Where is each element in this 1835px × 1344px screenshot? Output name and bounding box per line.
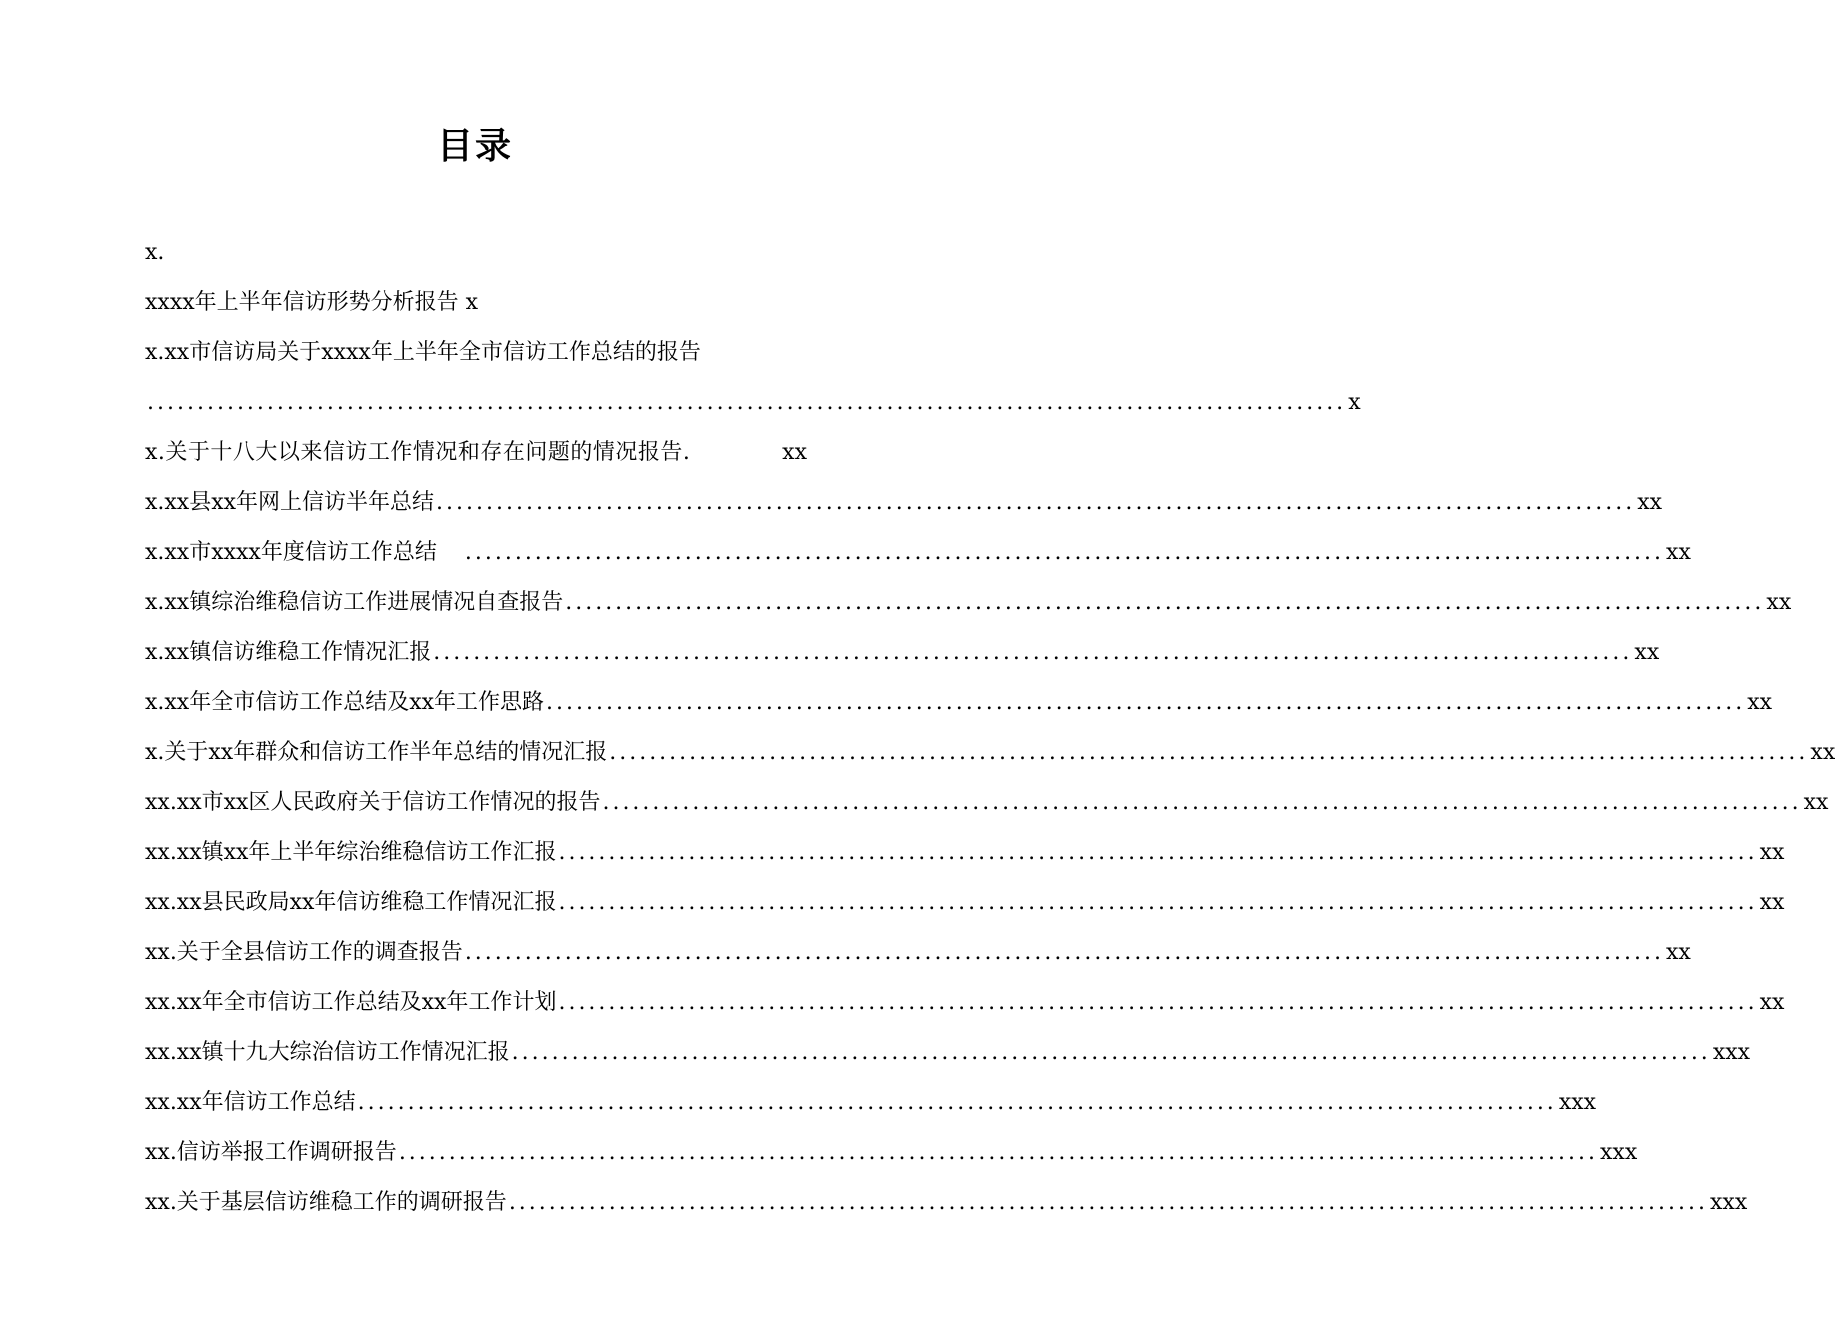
toc-page-number: xx [1634,640,1660,665]
toc-entry-text: xx.信访举报工作调研报告 [145,1140,397,1165]
toc-entry-text: xx.关于全县信访工作的调查报告 [145,940,463,965]
toc-entry [145,730,1835,780]
toc-entry [145,1130,1638,1180]
toc-entry-text: x.xx市xxxx年度信访工作总结 [145,540,437,565]
toc-entry-text: x.关于十八大以来信访工作情况和存在问题的情况报告. [145,440,691,465]
toc-entry-text: xx.xx镇十九大综治信访工作情况汇报 [145,1040,510,1065]
toc-entry [145,480,1663,530]
toc-entry [145,580,1792,630]
toc-entry [145,530,1691,580]
toc-leader-dots: ........................................................................................................................ [398,1140,1598,1165]
toc-leader-dots: ........................................................................................................................ [464,540,1665,565]
toc-entry [145,880,1785,930]
toc-leader-dots: ........................................................................................................................ [602,790,1802,815]
toc-entry-text: xx.xx年信访工作总结 [145,1090,356,1115]
toc-entry [145,330,807,380]
toc-entry-text: x.xx镇综治维稳信访工作进展情况自查报告 [145,590,564,615]
toc-leader-dots: ........................................................................................................................ [558,990,1758,1015]
toc-entry-text: x.xx镇信访维稳工作情况汇报 [145,640,432,665]
toc-page-number: xxx [1712,1040,1751,1065]
toc-entry [145,1030,1751,1080]
toc-leader-dots: ........................................................................................................................ [558,840,1758,865]
toc-page-number: xx [1759,890,1785,915]
toc-page-number: xxx [1710,1190,1748,1215]
toc-entry-text: xxxx年上半年信访形势分析报告 x [145,290,479,315]
toc-entry [145,1180,1748,1230]
toc-entry-text: xx.xx县民政局xx年信访维稳工作情况汇报 [145,890,557,915]
toc-page-number: xx [1766,590,1792,615]
toc-page-number: xxx [1600,1140,1638,1165]
toc-entry-text: xx.关于基层信访维稳工作的调研报告 [145,1190,507,1215]
toc-leader-dots: ........................................................................................................................ [511,1040,1711,1065]
toc-entry-text: x.xx市信访局关于xxxx年上半年全市信访工作总结的报告 [145,340,701,365]
toc-leader-dots: ........................................................................................................................ [147,390,1347,415]
toc-entry [145,630,1660,680]
toc-entry-text: xx.xx镇xx年上半年综治维稳信访工作汇报 [145,840,557,865]
toc-entry-text: x.xx年全市信访工作总结及xx年工作思路 [145,690,545,715]
toc-entry [145,780,1829,830]
toc-page-number: xx [1666,540,1691,565]
toc-entry [145,1080,1597,1130]
toc-page-number: xx [782,440,807,465]
toc-page-number: xx [1666,940,1691,965]
toc-entry-text: xx.xx市xx区人民政府关于信访工作情况的报告 [145,790,601,815]
toc-page-number: xx [1803,790,1829,815]
toc-page-number: xx [1759,840,1785,865]
toc-entry [145,230,807,280]
toc-entry [145,680,1773,730]
toc-page-number: xx [1637,490,1663,515]
toc-entry [145,380,1361,430]
page-title: 目录 [436,125,513,167]
toc-leader-dots: ........................................................................................................................ [357,1090,1557,1115]
toc-entry-text: x.关于xx年群众和信访工作半年总结的情况汇报 [145,740,608,765]
toc-leader-dots: ........................................................................................................................ [464,940,1664,965]
toc-leader-dots: ........................................................................................................................ [609,740,1809,765]
toc-page-number: xx [1810,740,1835,765]
toc-entry [145,430,807,480]
toc-entry-text: xx.xx年全市信访工作总结及xx年工作计划 [145,990,557,1015]
toc-entry [145,980,1785,1030]
toc-entry [145,930,1691,980]
toc-page-number: xx [1747,690,1773,715]
toc-page-number: xxx [1558,1090,1597,1115]
toc-entry [145,280,807,330]
toc-entry-text: x. [145,240,165,265]
toc-list [145,230,1835,1230]
toc-leader-dots: ........................................................................................................................ [558,890,1758,915]
toc-entry-text: x.xx县xx年网上信访半年总结 [145,490,435,515]
toc-leader-dots: ........................................................................................................................ [433,640,1633,665]
toc-leader-dots: ........................................................................................................................ [436,490,1636,515]
toc-leader-dots: ........................................................................................................................ [546,690,1746,715]
toc-leader-dots: ........................................................................................................................ [565,590,1765,615]
toc-page-number: xx [1759,990,1785,1015]
toc-entry [145,830,1785,880]
toc-page-number: x [1348,390,1361,415]
toc-leader-dots: ........................................................................................................................ [508,1190,1708,1215]
